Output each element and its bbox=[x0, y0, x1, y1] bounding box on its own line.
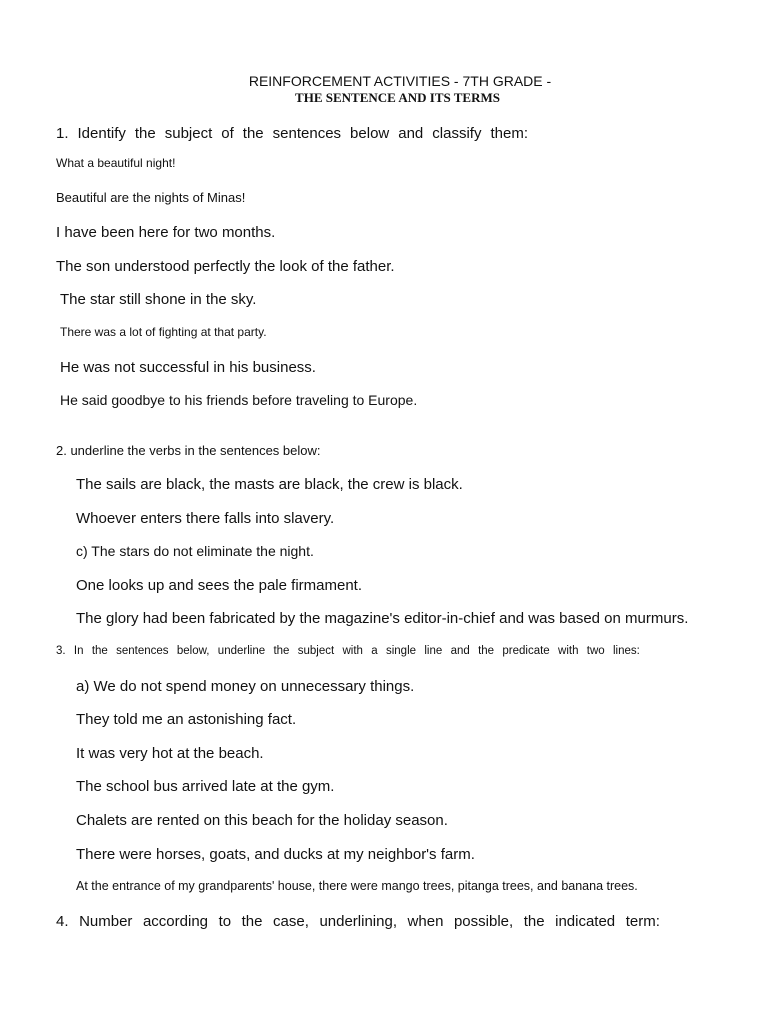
prompt-word: subject bbox=[164, 125, 213, 142]
q2-sentence: Whoever enters there falls into slavery. bbox=[76, 510, 335, 527]
q2-sentence: The glory had been fabricated by the magazine's editor-in-chief and was based on murmurs. bbox=[76, 610, 689, 627]
q1-sentence: The son understood perfectly the look of the father. bbox=[56, 258, 395, 275]
prompt-word: case, bbox=[273, 913, 309, 930]
question-1-prompt bbox=[56, 126, 528, 141]
question-3-prompt bbox=[56, 646, 640, 658]
q1-sentence: The star still shone in the sky. bbox=[60, 291, 257, 308]
prompt-word: In bbox=[73, 645, 84, 657]
q1-sentence: He said goodbye to his friends before traveling to Europe. bbox=[60, 392, 418, 408]
prompt-word: Number bbox=[79, 913, 133, 930]
q3-sentence: There were horses, goats, and ducks at my neighbor's farm. bbox=[76, 846, 475, 863]
prompt-word: possible, bbox=[453, 913, 514, 930]
prompt-word: line bbox=[424, 645, 443, 657]
prompt-word: the bbox=[478, 645, 495, 657]
document-title: REINFORCEMENT ACTIVITIES - 7TH GRADE - bbox=[248, 73, 552, 89]
prompt-word: when bbox=[407, 913, 444, 930]
prompt-word: subject bbox=[297, 645, 335, 657]
prompt-word: underlining, bbox=[319, 913, 397, 930]
q3-sentence: Chalets are rented on this beach for the holiday season. bbox=[76, 812, 448, 829]
prompt-word: according bbox=[142, 913, 209, 930]
prompt-word: 3. bbox=[56, 645, 66, 657]
prompt-word: the bbox=[523, 913, 545, 930]
prompt-word: the bbox=[242, 125, 264, 142]
document-subtitle: THE SENTENCE AND ITS TERMS bbox=[295, 90, 500, 105]
prompt-word: with bbox=[342, 645, 363, 657]
prompt-word: single bbox=[385, 645, 417, 657]
q1-sentence: What a beautiful night! bbox=[56, 156, 176, 170]
q3-sentence: It was very hot at the beach. bbox=[76, 745, 264, 762]
prompt-word: indicated bbox=[555, 913, 616, 930]
prompt-word: below, bbox=[176, 645, 210, 657]
prompt-word: with bbox=[558, 645, 579, 657]
prompt-word: 1. bbox=[56, 125, 69, 142]
q3-sentence: The school bus arrived late at the gym. bbox=[76, 778, 335, 795]
q2-sentence: c) The stars do not eliminate the night. bbox=[76, 543, 314, 559]
q1-sentence: There was a lot of fighting at that party. bbox=[60, 325, 267, 339]
prompt-word: and bbox=[398, 125, 424, 142]
prompt-word: sentences bbox=[272, 125, 342, 142]
q2-sentence: One looks up and sees the pale firmament. bbox=[76, 577, 362, 594]
question-2-prompt: 2. underline the verbs in the sentences below: bbox=[56, 443, 321, 458]
prompt-word: a bbox=[371, 645, 378, 657]
q3-sentence: a) We do not spend money on unnecessary things. bbox=[76, 678, 415, 695]
prompt-word: underline bbox=[217, 645, 266, 657]
prompt-word: term: bbox=[625, 913, 660, 930]
prompt-word: of bbox=[221, 125, 234, 142]
prompt-word: two bbox=[586, 645, 605, 657]
prompt-word: classify bbox=[432, 125, 482, 142]
prompt-word: 4. bbox=[56, 913, 69, 930]
q1-sentence: Beautiful are the nights of Minas! bbox=[56, 190, 246, 205]
question-4-prompt bbox=[56, 914, 660, 929]
prompt-word: and bbox=[450, 645, 470, 657]
prompt-word: lines: bbox=[613, 645, 640, 657]
prompt-word: Identify bbox=[77, 125, 126, 142]
q1-sentence: He was not successful in his business. bbox=[60, 359, 316, 376]
q2-sentence: The sails are black, the masts are black, the crew is black. bbox=[76, 476, 463, 493]
prompt-word: to bbox=[218, 913, 232, 930]
q3-sentence: At the entrance of my grandparents' house, there were mango trees, pitanga trees, and banana trees. bbox=[76, 879, 638, 893]
prompt-word: the bbox=[241, 913, 263, 930]
prompt-word: them: bbox=[490, 125, 528, 142]
prompt-word: sentences bbox=[116, 645, 169, 657]
prompt-word: the bbox=[91, 645, 108, 657]
prompt-word: below bbox=[350, 125, 390, 142]
prompt-word: predicate bbox=[502, 645, 550, 657]
prompt-word: the bbox=[273, 645, 290, 657]
q1-sentence: I have been here for two months. bbox=[56, 224, 276, 241]
q3-sentence: They told me an astonishing fact. bbox=[76, 711, 297, 728]
prompt-word: the bbox=[134, 125, 156, 142]
